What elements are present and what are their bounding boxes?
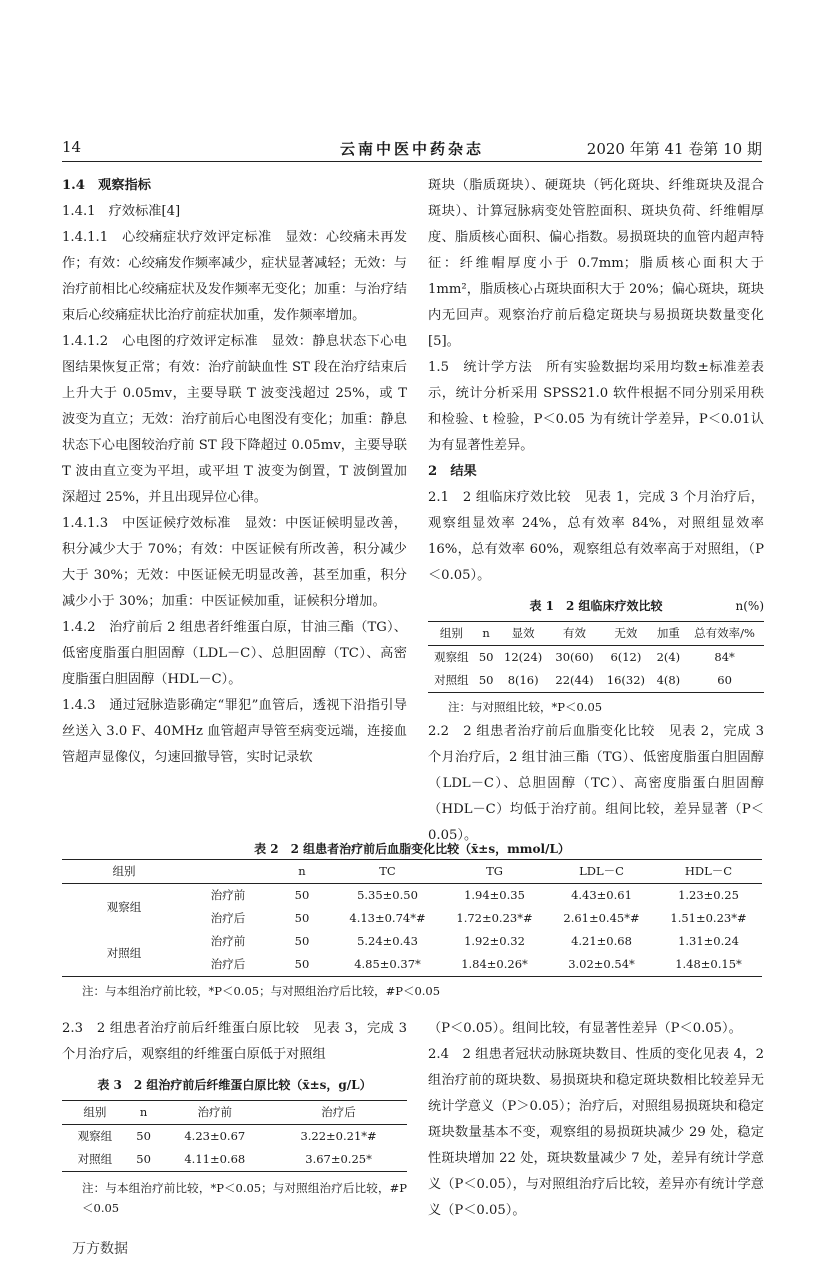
- paragraph: 1.4.3 通过冠脉造影确定“罪犯”血管后，透视下沿指引导丝送入 3.0 F、40MHz 血管超声导管至病变远端，连接血管超声显像仪，匀速回撤导管，实时记录软: [62, 698, 407, 765]
- table-cell: 1.23±0.25: [678, 888, 739, 902]
- table-cell: 3.02±0.54*: [568, 957, 635, 971]
- table-header-cell: 有效: [563, 626, 587, 640]
- table-header-cell: 治疗前: [197, 1105, 233, 1119]
- running-header: [62, 138, 762, 160]
- table-cell: 84*: [714, 650, 735, 664]
- table-cell: 1.84±0.26*: [461, 957, 528, 971]
- table-cell: 50: [478, 650, 494, 664]
- table1-unit: n(%): [735, 599, 764, 613]
- paragraph: 1.4.1.2 心电图的疗效评定标准 显效：静息状态下心电图结果恢复正常；有效：治疗前缺血性 ST 段在治疗结束后上升大于 0.05mv，主要导联 T 波变浅超过 25%，或 T 波变为直立；无效：治疗前后心电图没有变化；加重：静息状态下心电图较治疗前 ST 段下降超过 0.05mv，主要导联 T 波由直立变为平坦，或平坦 T 波变为倒置，T 波倒置加深超过 25%，并且出现异位心律。: [62, 334, 407, 505]
- table-header-cell: TC: [379, 864, 396, 878]
- table1-note: 注：与对照组比较，*P＜0.05: [448, 700, 603, 714]
- table-row: [428, 646, 764, 670]
- table3-caption: 表 3 2 组治疗前后纤维蛋白原比较（x̄±s，g/L）: [97, 1078, 372, 1092]
- table-cell: 治疗后: [210, 911, 246, 925]
- page-number: 14: [62, 138, 82, 156]
- table-header-cell: [186, 860, 270, 884]
- paragraph: 斑块（脂质斑块）、硬斑块（钙化斑块、纤维斑块及混合斑块）、计算冠脉病变处管腔面积、斑块负荷、纤维帽厚度、脂质核心面积、偏心指数。易损斑块的血管内超声特征：纤维帽厚度小于 0.7mm；脂质核心面积大于 1mm²，脂质核心占斑块面积大于 20%；偏心斑块，斑块内无回声。观察治疗前后稳定斑块与易损斑块数量变化[5]。: [428, 178, 764, 349]
- paragraph: 1.5 统计学方法 所有实验数据均采用均数±标准差表示，统计分析采用 SPSS21.0 软件根据不同分别采用秩和检验、t 检验，P＜0.05 为有统计学差异，P＜0.01认为有显著性差异。: [428, 360, 764, 453]
- table2-caption: 表 2 2 组患者治疗前后血脂变化比较（x̄±s，mmol/L）: [254, 842, 570, 856]
- section-heading: 1.4 观察指标: [62, 178, 151, 193]
- header-rule: [62, 161, 762, 162]
- table-cell: 50: [136, 1129, 151, 1143]
- table-cell: 30(60): [555, 650, 594, 664]
- paragraph: 2.4 2 组患者冠状动脉斑块数目、性质的变化见表 4，2 组治疗前的斑块数、易损斑块和稳定斑块数相比较差异无统计学意义（P＞0.05）；治疗后，对照组易损斑块和稳定斑块数量基本不变，观察组的易损斑块减少 29 处，稳定性斑块增加 22 处，斑块数量减少 7 处，差异有统计学意义（P＜0.05），与对照组治疗后比较，差异亦有统计学意义（P＜0.05）。: [428, 1047, 764, 1218]
- table-header-cell: 显效: [511, 626, 535, 640]
- group-name-cell: 观察组: [106, 899, 142, 914]
- table1: [428, 621, 764, 693]
- table-header-cell: n: [482, 626, 490, 640]
- table-cell: 4.85±0.37*: [354, 957, 421, 971]
- table-header-cell: TG: [486, 864, 503, 878]
- table3: [62, 1100, 407, 1172]
- table-header-cell: 无效: [614, 626, 638, 640]
- table-cell: 60: [717, 673, 732, 687]
- table2-note: 注：与本组治疗前比较，*P＜0.05；与对照组治疗后比较，#P＜0.05: [82, 984, 441, 998]
- table-cell: 50: [294, 911, 310, 925]
- table-header-cell: 组别: [112, 864, 136, 878]
- table2: [62, 859, 762, 977]
- table-cell: 50: [294, 934, 310, 948]
- table-header-cell: 组别: [83, 1105, 107, 1119]
- table-cell: 16(32): [606, 673, 646, 687]
- table-header-cell: n: [298, 864, 306, 878]
- table-cell: 观察组: [434, 650, 469, 664]
- table-cell: 4.11±0.68: [184, 1152, 246, 1166]
- table2-block: [62, 836, 762, 1001]
- table-cell: 1.94±0.35: [464, 888, 525, 902]
- watermark: 万方数据: [72, 1241, 128, 1257]
- table-cell: 4.43±0.61: [571, 888, 632, 902]
- paragraph: 1.4.2 治疗前后 2 组患者纤维蛋白原，甘油三酯（TG）、低密度脂蛋白胆固醇（LDL－C）、总胆固醇（TC）、高密度脂蛋白胆固醇（HDL－C）。: [62, 620, 407, 687]
- table-cell: 1.51±0.23*#: [670, 911, 747, 925]
- table-cell: 8(16): [507, 673, 539, 687]
- table-cell: 50: [478, 673, 494, 687]
- table-cell: 4.13±0.74*#: [349, 911, 426, 925]
- table-cell: 对照组: [434, 673, 469, 687]
- table3-note: 注：与本组治疗前比较，*P＜0.05；与对照组治疗后比较，#P＜0.05: [82, 1181, 407, 1215]
- paragraph: 1.4.1.3 中医证候疗效标准 显效：中医证候明显改善，积分减少大于 70%；有效：中医证候有所改善，积分减少大于 30%；无效：中医证候无明显改善，甚至加重，积分减少小于 30%；加重：中医证候加重，证候积分增加。: [62, 516, 407, 609]
- table-cell: 治疗前: [210, 888, 246, 902]
- table-cell: 22(44): [555, 673, 594, 687]
- table-cell: 治疗后: [210, 957, 246, 971]
- table-cell: 1.48±0.15*: [675, 957, 742, 971]
- table-header-cell: 总有效率/%: [694, 626, 755, 640]
- table-header-cell: 治疗后: [321, 1105, 356, 1119]
- paragraph: 2.3 2 组患者治疗前后纤维蛋白原比较 见表 3，完成 3 个月治疗后，观察组的纤维蛋白原低于对照组: [62, 1021, 407, 1062]
- table-header-cell: 组别: [439, 626, 463, 640]
- right-column: [428, 173, 764, 849]
- paragraph: 2.2 2 组患者治疗前后血脂变化比较 见表 2，完成 3 个月治疗后，2 组甘油三酯（TG）、低密度脂蛋白胆固醇（LDL－C）、总胆固醇（TC）、高密度脂蛋白胆固醇（HDL－C）均低于治疗前。组间比较，差异显著（P＜0.05）。: [428, 724, 764, 843]
- paragraph: 1.4.1.1 心绞痛症状疗效评定标准 显效：心绞痛未再发作；有效：心绞痛发作频率减少，症状显著减轻；无效：与治疗前相比心绞痛症状及发作频率无变化；加重：与治疗结束后心绞痛症状比治疗前症状加重，发作频率增加。: [62, 230, 407, 323]
- table-cell: 3.67±0.25*: [305, 1152, 372, 1166]
- table-cell: 1.92±0.32: [464, 934, 525, 948]
- paragraph: 2.1 2 组临床疗效比较 见表 1，完成 3 个月治疗后，观察组显效率 24%，总有效率 84%，对照组显效率 16%，总有效率 60%，观察组总有效率高于对照组，（P＜0.05）。: [428, 490, 764, 583]
- table-cell: 12(24): [504, 650, 543, 664]
- table1-caption-text: 表 1 2 组临床疗效比较: [529, 599, 663, 613]
- table-row: [62, 1148, 407, 1172]
- table-cell: 2(4): [656, 650, 681, 664]
- table-header-cell: HDL－C: [684, 864, 733, 878]
- group-name-cell: 对照组: [106, 945, 142, 960]
- table-cell: 6(12): [610, 650, 642, 664]
- table-cell: 治疗前: [210, 934, 246, 948]
- bottom-left-column: [62, 1016, 407, 1218]
- table-cell: 4(8): [656, 673, 681, 687]
- table-cell: 5.35±0.50: [357, 888, 418, 902]
- table-row: [62, 1125, 407, 1149]
- table-row: [62, 884, 762, 908]
- table-cell: 观察组: [77, 1129, 113, 1143]
- journal-title: 云南中医中药杂志: [339, 140, 484, 158]
- table-cell: 2.61±0.45*#: [563, 911, 640, 925]
- subsection-heading: 1.4.1 疗效标准[4]: [62, 204, 181, 219]
- table-cell: 50: [294, 957, 310, 971]
- table-cell: 3.22±0.21*#: [300, 1129, 377, 1143]
- table-cell: 1.31±0.24: [678, 934, 739, 948]
- table-header-cell: 加重: [656, 626, 680, 640]
- table-cell: 50: [136, 1152, 151, 1166]
- table-cell: 对照组: [77, 1152, 113, 1166]
- table-cell: 4.23±0.67: [184, 1129, 246, 1143]
- left-column: [62, 173, 407, 771]
- table-row: [62, 930, 762, 953]
- table-cell: 1.72±0.23*#: [456, 911, 533, 925]
- table-cell: 50: [294, 888, 310, 902]
- bottom-right-column: [428, 1016, 764, 1224]
- table-row: [428, 669, 764, 693]
- table-header-cell: n: [139, 1105, 148, 1119]
- table-cell: 5.24±0.43: [357, 934, 418, 948]
- section-heading: 2 结果: [428, 464, 477, 479]
- table-cell: 4.21±0.68: [571, 934, 632, 948]
- table-header-cell: LDL－C: [579, 864, 624, 878]
- issue-info: 2020 年第 41 卷第 10 期: [586, 140, 762, 158]
- paragraph: （P＜0.05）。组间比较，有显著性差异（P＜0.05）。: [428, 1021, 742, 1036]
- table1-caption: [428, 593, 764, 619]
